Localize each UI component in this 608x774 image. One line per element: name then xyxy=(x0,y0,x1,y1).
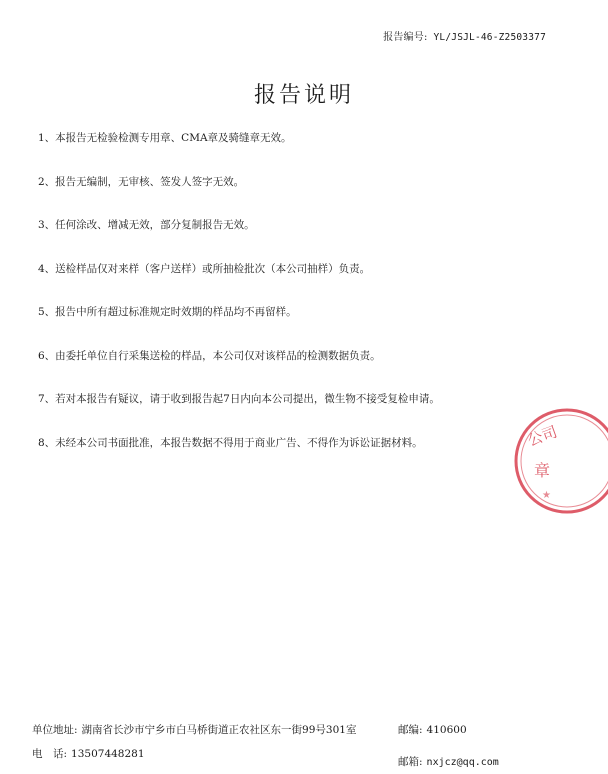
note-item: 5、报告中所有超过标准规定时效期的样品均不再留样。 xyxy=(38,306,297,318)
note-item: 7、若对本报告有疑议，请于收到报告起7日内向本公司提出，微生物不接受复检申请。 xyxy=(38,393,440,405)
svg-text:公司: 公司 xyxy=(525,422,560,450)
report-number-label: 报告编号: xyxy=(383,32,428,43)
postcode-line xyxy=(398,722,467,737)
email-line xyxy=(398,754,499,769)
company-seal-stamp xyxy=(512,406,608,516)
email-value: nxjcz@qq.com xyxy=(426,757,499,768)
svg-text:章: 章 xyxy=(534,461,551,480)
note-item: 2、报告无编制，无审核、签发人签字无效。 xyxy=(38,175,245,188)
postcode-label: 邮编: xyxy=(398,724,423,736)
note-item: 4、送检样品仅对来样（客户送样）或所抽检批次（本公司抽样）负责。 xyxy=(38,262,371,275)
page-title: 报告说明 xyxy=(253,83,354,108)
email-label: 邮箱: xyxy=(398,756,423,768)
svg-text:★: ★ xyxy=(542,490,551,501)
report-number-value: YL/JSJL-46-Z2503377 xyxy=(433,32,546,43)
postcode-value: 410600 xyxy=(426,724,467,736)
phone-label: 电 话: xyxy=(32,748,68,760)
report-number xyxy=(383,28,546,43)
note-item: 8、未经本公司书面批准，本报告数据不得用于商业广告、不得作为诉讼证据材料。 xyxy=(38,436,423,449)
note-item: 1、本报告无检验检测专用章、CMA章及骑缝章无效。 xyxy=(38,132,292,144)
note-item: 6、由委托单位自行采集送检的样品，本公司仅对该样品的检测数据负责。 xyxy=(38,349,381,362)
address-label: 单位地址: xyxy=(32,724,78,736)
note-item: 3、任何涂改、增减无效，部分复制报告无效。 xyxy=(38,219,255,231)
phone-line xyxy=(32,746,145,761)
address-value: 湖南省长沙市宁乡市白马桥街道正农社区东一街99号301室 xyxy=(81,724,357,736)
report-notes-list xyxy=(38,130,558,478)
phone-value: 13507448281 xyxy=(71,748,145,760)
address-line xyxy=(32,722,356,737)
